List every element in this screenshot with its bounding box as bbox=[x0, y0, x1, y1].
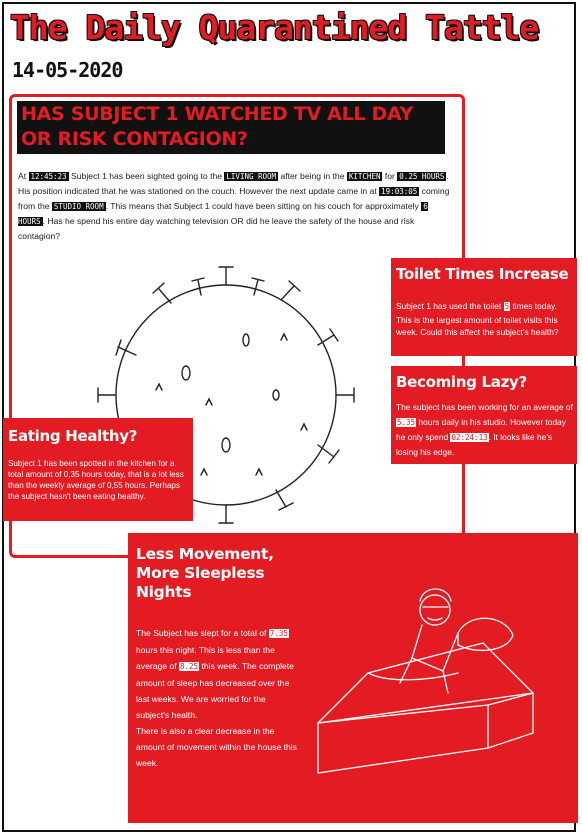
masthead: The Daily Quarantined Tattle bbox=[10, 8, 539, 47]
toilet-text-part: times today. This is the largest amount of toilet visits this week. Could this affect the subject's health? bbox=[396, 301, 559, 337]
lazy-title: Becoming Lazy? bbox=[396, 373, 527, 391]
article-text: At bbox=[18, 171, 29, 181]
time-tag: 19:03:05 bbox=[381, 187, 418, 196]
article-headline: HAS SUBJECT 1 WATCHED TV ALL DAY OR RISK CONTAGION? bbox=[17, 101, 445, 154]
sleep-text bbox=[136, 625, 298, 771]
toilet-text bbox=[396, 300, 572, 339]
today-time-highlight: 02:24:13 bbox=[451, 433, 488, 442]
toilet-text-part: Subject 1 has used the toilet bbox=[396, 301, 504, 311]
eating-title: Eating Healthy? bbox=[8, 427, 138, 445]
article-text: . This means that Subject 1 could have been sitting on his couch for approximately bbox=[105, 201, 422, 211]
duration-tag: 6 HOURS bbox=[18, 202, 428, 226]
article-text: coming from the bbox=[18, 186, 450, 211]
issue-date: 14-05-2020 bbox=[12, 58, 123, 82]
duration-tag: 0.25 HOURS bbox=[399, 172, 445, 181]
article-body bbox=[18, 169, 458, 244]
room-tag: LIVING ROOM bbox=[226, 172, 277, 181]
room-tag: KITCHEN bbox=[348, 172, 381, 181]
sleep-title-line: Nights bbox=[136, 583, 192, 601]
lazy-text-part: . It looks like he's losing his edge. bbox=[396, 432, 553, 457]
article-text: . Has he spend his entire day watching television OR did he leave the safety of the house and risk contagion? bbox=[18, 216, 415, 241]
article-text: for bbox=[382, 171, 398, 181]
slept-hours-highlight: 7.35 bbox=[269, 629, 288, 638]
toilet-times-box bbox=[391, 258, 577, 356]
article-text: . His position indicated that he was stationed on the couch. However the next update came in at bbox=[18, 171, 449, 196]
toilet-title: Toilet Times Increase bbox=[396, 265, 569, 283]
room-tag: STUDIO ROOM bbox=[53, 202, 104, 211]
person-in-bed-illustration bbox=[308, 573, 573, 783]
sleep-text-part: There is also a clear decrease in the amount of movement within the house this week. bbox=[136, 726, 297, 768]
sleep-title-line: Less Movement, bbox=[136, 545, 274, 563]
time-tag: 12:45:23 bbox=[30, 172, 67, 181]
average-hours-highlight: 5.35 bbox=[397, 418, 416, 427]
sleep-title-line: More Sleepless bbox=[136, 564, 265, 582]
article-text: Subject 1 has been sighted going to the bbox=[68, 171, 225, 181]
sleep-text-part: The Subject has slept for a total of bbox=[136, 628, 269, 638]
toilet-count-highlight: 5 bbox=[504, 302, 510, 311]
average-sleep-highlight: 8.25 bbox=[180, 662, 199, 671]
sleep-title bbox=[136, 545, 274, 602]
sleep-text-part: hours this night. This is less than the average of bbox=[136, 645, 275, 671]
sleep-movement-box bbox=[128, 533, 578, 823]
becoming-lazy-box bbox=[391, 366, 577, 464]
eating-text: Subject 1 has been spotted in the kitchen for a total amount of 0,35 hours today, that is a lot less than the weekly average of 0,55 hours. Perhaps the subject hasn't been eating healthy. bbox=[8, 459, 184, 501]
sleep-text-part: this week. The complete amount of sleep has decreased over the last weeks. We are worried for the subject's health. bbox=[136, 661, 294, 720]
lazy-text-part: The subject has been working for an average of bbox=[396, 402, 573, 412]
lazy-text bbox=[396, 400, 574, 460]
article-text: after being in the bbox=[278, 171, 347, 181]
lazy-text-part: hours daily in his studio. However today he only spend bbox=[396, 417, 566, 442]
eating-healthy-box bbox=[3, 418, 193, 521]
